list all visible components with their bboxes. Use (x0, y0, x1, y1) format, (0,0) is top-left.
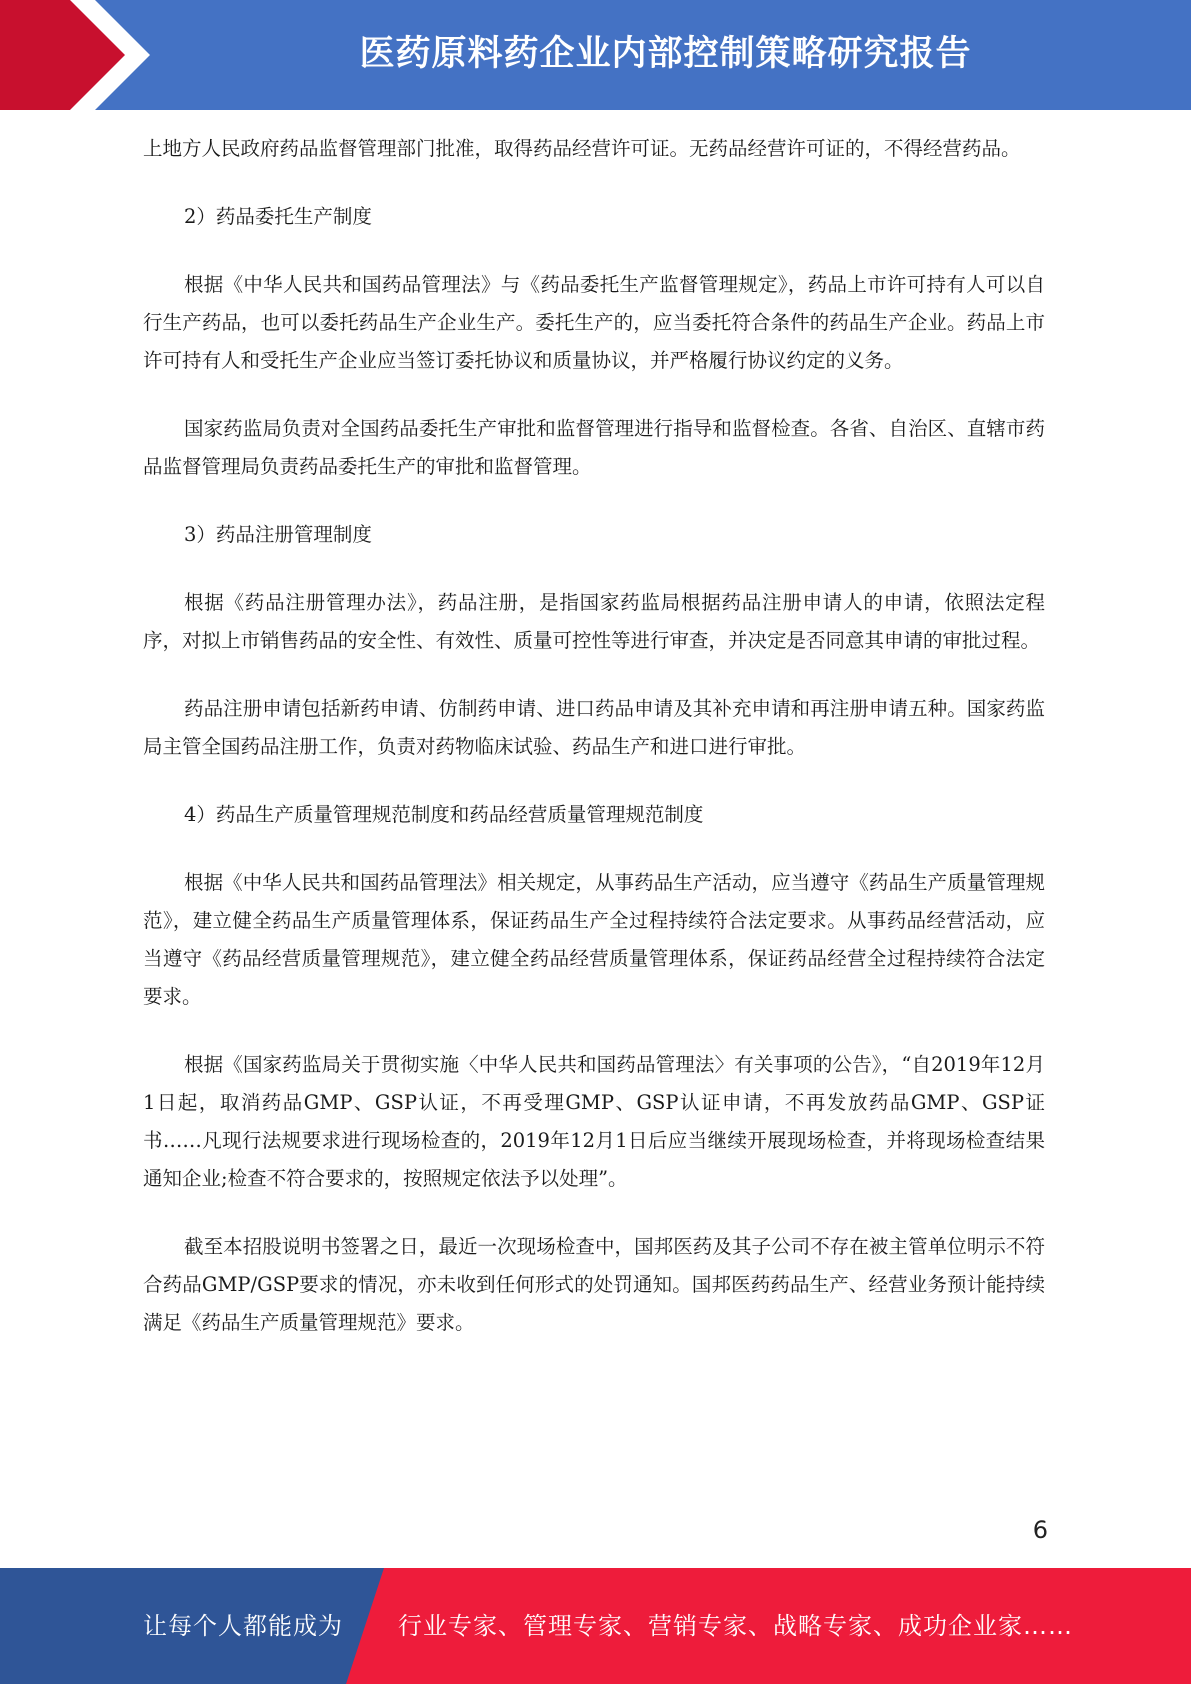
page-header (0, 0, 1191, 110)
footer-slogan-left: 让每个人都能成为 (143, 1612, 343, 1640)
section-heading-drug-registration: 3）药品注册管理制度 (184, 523, 372, 546)
header-chevron-arrow (0, 0, 140, 110)
paragraph-gmp-gsp-announcement: 根据《国家药监局关于贯彻实施〈中华人民共和国药品管理法〉有关事项的公告》，“自2019年12月1日起，取消药品GMP、GSP认证，不再受理GMP、GSP认证申请，不再发放药品GMP、GSP证书……凡现行法规要求进行现场检查的，2019年12月1日后应当继续开展现场检查，并将现场检查结果通知企业;检查不符合要求的，按照规定依法予以处理”。 (143, 1053, 1045, 1190)
paragraph-continuation: 上地方人民政府药品监督管理部门批准，取得药品经营许可证。无药品经营许可证的，不得经营药品。 (143, 137, 1021, 160)
section-heading-gmp-gsp: 4）药品生产质量管理规范制度和药品经营质量管理规范制度 (184, 803, 704, 826)
document-body (143, 130, 1045, 1342)
page-number: 6 (1032, 1516, 1048, 1544)
paragraph-registration-definition: 根据《药品注册管理办法》，药品注册，是指国家药监局根据药品注册申请人的申请，依照法定程序，对拟上市销售药品的安全性、有效性、质量可控性等进行审查，并决定是否同意其申请的审批过程。 (143, 591, 1045, 652)
section-heading-entrusted-production: 2）药品委托生产制度 (184, 205, 372, 228)
paragraph-entrusted-production-law: 根据《中华人民共和国药品管理法》与《药品委托生产监督管理规定》，药品上市许可持有人可以自行生产药品，也可以委托药品生产企业生产。委托生产的，应当委托符合条件的药品生产企业。药品上市许可持有人和受托生产企业应当签订委托协议和质量协议，并严格履行协议约定的义务。 (143, 273, 1045, 372)
paragraph-registration-types: 药品注册申请包括新药申请、仿制药申请、进口药品申请及其补充申请和再注册申请五种。国家药监局主管全国药品注册工作，负责对药物临床试验、药品生产和进口进行审批。 (143, 697, 1045, 758)
footer-slogan-right: 行业专家、管理专家、营销专家、战略专家、成功企业家…… (398, 1612, 1073, 1640)
paragraph-inspection-status: 截至本招股说明书签署之日，最近一次现场检查中，国邦医药及其子公司不存在被主管单位明示不符合药品GMP/GSP要求的情况，亦未收到任何形式的处罚通知。国邦医药药品生产、经营业务预计能持续满足《药品生产质量管理规范》要求。 (143, 1235, 1045, 1334)
paragraph-gmp-gsp-requirements: 根据《中华人民共和国药品管理法》相关规定，从事药品生产活动，应当遵守《药品生产质量管理规范》，建立健全药品生产质量管理体系，保证药品生产全过程持续符合法定要求。从事药品经营活动，应当遵守《药品经营质量管理规范》，建立健全药品经营质量管理体系，保证药品经营全过程持续符合法定要求。 (143, 871, 1045, 1008)
paragraph-entrusted-production-supervision: 国家药监局负责对全国药品委托生产审批和监督管理进行指导和监督检查。各省、自治区、直辖市药品监督管理局负责药品委托生产的审批和监督管理。 (143, 417, 1045, 478)
report-title: 医药原料药企业内部控制策略研究报告 (359, 34, 972, 74)
page-footer (0, 1568, 1191, 1684)
